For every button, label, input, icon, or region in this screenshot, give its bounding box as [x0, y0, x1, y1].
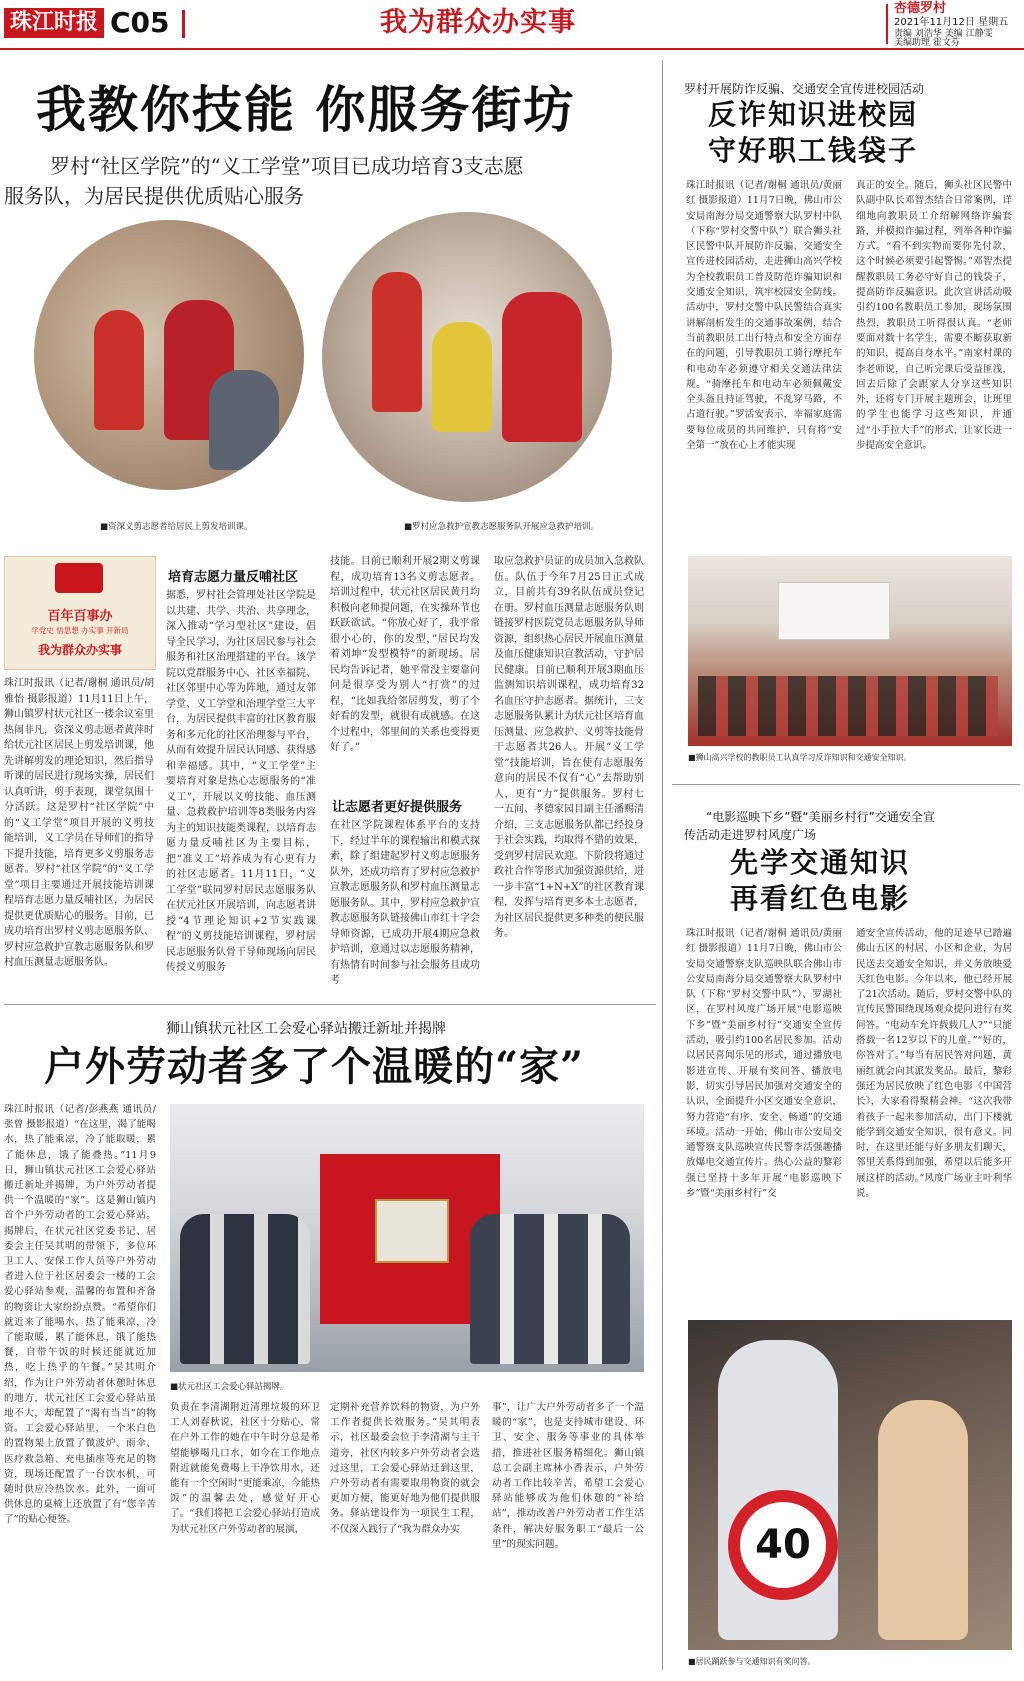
lead-subhead2: 让志愿者更好提供服务: [332, 800, 463, 815]
photo-plaque: [375, 1199, 449, 1263]
badge-line1: 百年百事办: [47, 609, 113, 624]
paper-logo: 珠江时报: [4, 8, 104, 38]
lead-col3b: 在社区学院课程体系平台的支持下，经过半年的课程输出和模式探索，除了组建起罗村义剪志愿服务队外，还成功培育了罗村应急救护宣教志愿服务队和罗村血压测量志愿服务队。其中，罗村应急救护宣教志愿服务队链接佛山市红十字会导师资源，已成功开展4期应急救护培训，意通过以志愿服务精神，有热情有时间参与社会服务且成功考: [330, 820, 480, 986]
horizontal-rule-lead: [4, 1004, 656, 1005]
editor-line: 责编 刘浩华 美编 江静雯: [894, 29, 993, 39]
traffic-photo: [688, 1320, 1012, 1650]
centenary-badge: [4, 556, 156, 670]
masthead-divider: [182, 10, 185, 38]
workers-col3: 定期补充营养饮料的物资，为户外工作者提供长效服务。”吴其明表示，社区最委会位于李清湖与主干道旁，社区内较多户外劳动者会选过这里，工会爱心驿站迁到这里，户外劳动者有需要取用物资的就会更加方便，能更好地为他们提供服务。驿站建设作为一项民生工程，不仅深入践行了“我为群众办实: [330, 1402, 480, 1535]
traffic-caption: ■居民踊跃参与交通知识有奖问答。: [688, 1657, 816, 1666]
traffic-title-line1: 先学交通知识: [730, 846, 911, 879]
masthead: [0, 0, 1024, 50]
date-line: 2021年11月12日 星期五: [894, 17, 1009, 28]
workers-caption: ■状元社区工会爱心驿站揭牌。: [170, 1382, 289, 1392]
traffic-kicker-line2: 传活动走进罗村风度广场: [684, 828, 817, 842]
badge-line2: 学党史 悟思想 办实事 开新局: [31, 626, 129, 635]
lead-photo2-caption: ■罗村应急救护宣教志愿服务队开展应急救护培训。: [404, 522, 600, 532]
photo-standing-figure: [372, 272, 422, 412]
lead-photo1-caption: ■资深义剪志愿者给居民上剪发培训课。: [100, 522, 253, 532]
workers-kicker: 狮山镇状元社区工会爱心驿站搬迁新址并揭牌: [166, 1021, 446, 1037]
lead-deck-line2: 服务队，为居民提供优质贴心服务: [4, 184, 304, 208]
antifraud-title-line2: 守好职工钱袋子: [708, 134, 919, 167]
photo-screen: [778, 582, 890, 640]
antifraud-photo: [688, 556, 1012, 746]
antifraud-col2: 真正的安全。随后，狮头社区民警中队副中队长邓智杰结合日常案例，详细地向教职员工介绍解网络诈骗套路，并模拟诈骗过程，列举各种诈骗方式。“看不到实物而要你先付款，这个时候必须要引起警惕。”邓智杰提醒教职员工务必守好自己的钱袋子，提高防诈反骗意识。此次宣讲活动吸引约100名教职员工参加，现场氛围热烈，教职员工听得很认真。“老师要面对数十名学生，需要不断获取新的知识，提高自身水平。”南家村课的李老师说，自己听完课后受益匪浅，回去后除了会跟家人分享这些知识外，还将专门开展主题班会，让班里的学生也能学习这些知识，并通过“小手拉大手”的形式，让家长进一步提高安全意识。: [856, 180, 1012, 452]
workers-col2: 负责在李清湖附近清理垃圾的环卫工人刘春秋说，社区十分贴心，常在户外工作的她在中午时分总是希望能够喝几口水，如今在工作地点附近就能免费喝上干净饮用水，还能有一个空闲时“更能乘凉，今能热饭”的温馨去处，感觉好开心了。“我们将把工会爱心驿站打造成为状元社区户外劳动者的展演，: [170, 1402, 320, 1535]
lead-subhead1: 培育志愿力量反哺社区: [168, 570, 299, 585]
edition-name: 杏德罗村: [894, 1, 947, 16]
lead-col1: 珠江时报讯（记者/谢桐 通讯员/胡雅怡 摄影报道）11月11日上午，狮山镇罗村状元社区一楼余议室里热闹非凡，资深义剪志愿者黄萍时给状元社区居民上剪发培训课，他先讲解剪发的理论知识，然后指导听课的居民进行现场实操，居民们认真听讲，剪手表现，课堂氛围十分活跃。这是罗村“社区学院”中的“义工学堂”项目开展的义剪技能培训，义工学员在导师们的指导下提升技能，培育更多义剪服务志愿者。罗村“社区学院”的“义工学堂”项目主要通过开展技能培训课程培育志愿力量反哺社区，为居民提供更优质贴心的服务。目前，已成功培育出罗村义剪志愿服务队、罗村应急救护宣教志愿服务队和罗村血压测量志愿服务队。: [4, 678, 154, 968]
photo-trainee-figure: [432, 322, 492, 432]
badge-line3: 我为群众办实事: [37, 643, 122, 657]
traffic-col1: 珠江时报讯（记者/谢桐 通讯员/黄丽红 摄影报道）11月7日晚，佛山市公安局交通警察支队巡映队联合佛山市公安局南海分局交通警察大队罗村中队（下称“罗村交警中队”）、罗湖社区，在罗村风度广场开展“电影巡映下乡”暨“美丽乡村行”交通安全宣传活动，吸引约100名居民参加。活动以居民喜闻乐见的形式，通过播放电影进宣传、开展有奖问答、播放电影，切实引导居民加强对交通安全的认识，全面提升小区交通安全意识，努力营造“有序、安全、畅通”的交通环境。活动一开始，佛山市公安局交通警察支队巡映宣传民警李活强趣播放爆电交通宣传片。热心公益的黎彩强已坚持十多年开展“电影巡映下乡”暨“美丽乡村行”交: [686, 928, 842, 1200]
traffic-col2: 通安全宣传活动，他的足迹早已踏遍佛山五区的村居、小区和企业，为居民送去交通安全知识，并义务放映爱天红色电影。今年以来，他已经开展了21次活动。随后，罗村交警中队的宣传民警围绕现场观众提问进行有奖问答。“电动车允许载载几人?”“只能搭载一名12岁以下的儿童。”“好的，你答对了。”每当有居民答对问题，黄丽红就会向其派发奖品。最后，黎彩强还为居民放映了红色电影《中国营长》，大家看得聚精会神。“这次我带着孩子一起来参加活动，出门下楼就能学到交通安全知识，很有意义。同时，在这里还能与好多朋友们聊天，邻里关系得到加强，希望以后能多开展这样的活动。”风度广场业主叶利华说。: [856, 928, 1012, 1200]
assistant-line: 美编助理 霍文芬: [894, 38, 960, 48]
horizontal-rule-right: [672, 784, 1020, 785]
badge-emblem: [55, 563, 103, 593]
section-title: 我为群众办实事: [380, 7, 576, 38]
antifraud-kicker: 罗村开展防诈反骗、交通安全宣传进校园活动: [684, 82, 925, 96]
lead-col3: 技能。目前已顺利开展2期义剪课程，成功培育13名义剪志愿者。培训过程中，状元社区居民黄月均积极向老师提问题，在实操环节也跃跃欲试。“你放心好了，我平常很小心的，你的发型，”居民均发着刘坤“发型模特”的新现场。居民均告诉记者，她平常没主要靠问问是很享受为别人“打赏”的过程，“比如我给邻居剪发，剪了个好看的发型，就很有成就感。在这个过程中，邻里间的关系也变得更好了。”: [330, 556, 480, 753]
traffic-kicker-line1: “电影巡映下乡”暨“美丽乡村行”交通安全宣: [706, 810, 935, 824]
photo-people-right: [470, 1214, 630, 1364]
workers-col4: 事”，让广大户外劳动者多了一个温暖的“家”，也是支持城市建设、环卫、安全、服务等事业的具体举措，推进社区服务精细化。狮山镇总工会副主席林小香表示，户外劳动者工作比较辛苦，希望工会爱心驿站能够成为他们休憩的“补给站”，推动改善户外劳动者工作生活条件，解决好服务职工“最后一公里”的现实问题。: [492, 1402, 644, 1550]
lead-photo-firstaid: [322, 212, 612, 502]
antifraud-title-line1: 反诈知识进校园: [708, 98, 919, 131]
traffic-title-line2: 再看红色电影: [730, 882, 911, 915]
antifraud-col1: 珠江时报讯（记者/谢桐 通讯员/黄丽红 摄影报道）11月7日晚，佛山市公安局南海分局交通警察大队罗村中队（下称“罗村交警中队”）联合狮头社区民警中队开展防诈反骗、交通安全宣传进校园活动，走进狮山高兴学校为全校教职员工普及防范诈骗知识和交通安全知识，筑牢校园安全防线。活动中，罗村交警中队民警结合真实讲解剖析发生的交通事故案例，结合当前教职员工出行特点和安全方面存在的问题，引导教职员工骑行摩托车和电动车必须遵守相关交通法律法规。“骑摩托车和电动车必须佩戴安全头盔且持证驾驶，不乱穿马路，不占道行驶。”罗活安表示，幸福家庭需要每位成员的共同维护，只有将“安全第一”放在心上才能实现: [686, 180, 842, 452]
photo-audience-row: [698, 676, 998, 736]
photo-seated-figure: [209, 370, 279, 470]
workers-col1: 珠江时报讯（记者/彭燕燕 通讯员/张曾 摄影报道）“在这里，渴了能喝水，热了能乘凉，冷了能取暖，累了能休息，饿了能叠热。”11月9日，狮山镇状元社区工会爱心驿站搬迁新址并揭牌，为户外劳动者提供一个温暖的“家”。这是狮山镇内首个户外劳动者的工会爱心驿站。揭牌后，在状元社区党委书记、居委会主任吴其明的带领下，多位环卫工人、安保工作人员等户外劳动者进入位于社区居委会一楼的工会爱心驿站参观，温馨的布置和齐备的物资让大家纷纷点赞。“希望你们就近来了能喝水，热了能乘凉，冷了能取暖，累了能休息，饿了能热餐，自带午饭的时候还能就近加热，吃上热乎的午餐。”吴其明介绍，作为让户外劳动者休憩时休息的地方，状元社区工会爱心驿站虽地不大，却配置了“渴有当当”的物资。工会爱心驿站里，一个米白色的置物架上放置了微波炉、雨伞、医疗救急箱、充电插座等充足的物资，现场还配置了一台饮水机，可随时供应冷热饮水。此外，一面可供休息的桌椅上还放置了有“您辛苦了”的贴心便签。: [4, 1104, 156, 1526]
page-number: C05: [110, 6, 170, 39]
lead-col2: 据悉，罗村社会管理处社区学院是以共建、共学、共治、共享理念，深入推动“学习型社区”建设，倡导全民学习，为社区居民参与社会服务和社区治理搭建的平台。该学院以党群服务中心、社区幸福院、社区邻里中心等为阵地，通过友邻学堂、义工学堂和治理学堂三大平台，为居民提供丰富的社区教育服务和多元化的社区治理参与平台，从而有效提升居民认同感、获得感和幸福感。其中，“义工学堂”主要培育对象是热心志愿服务的“准义工”，开展以义剪技能、血压测量、急救救护培训等8类服务内容为主的知识技能类课程，以培育志愿力量反哺社区为主要目标，把“准义工”培养成为有心更有力的社区志愿者。11月11日，“义工学堂”联同罗村居民志愿服务队在状元社区开展培训，向志愿者讲授“4节理论知识+2节实践课程”的义剪技能培训课程，罗村居民志愿服务队骨干导师现场向居民传授义剪服务: [166, 590, 316, 973]
lead-col4: 取应急救护员证的成员加入急救队伍。队伍于今年7月25日正式成立，目前共有39名队伍成员登记在册。罗村血压测量志愿服务队则链接罗村医院党员志愿服务队导师资源，组织热心居民开展血压测量及血压健康知识宣教活动，守护居民健康。目前已顺利开展3期血压监测知识培训课程，成功培育32名血压守护志愿者。据统计，三支志愿服务队累计为状元社区培育血压测量、应急救护、义剪等技能骨干志愿者共26人。开展“义工学堂”技能培训，旨在使有志愿服务意向的居民不仅有“心”去帮助别人，更有“力”提供服务。罗村七一五间、孝德家园目副主任潘赐清介绍，三支志愿服务队都已经投身于社会实践，均取得不错的效果，受到罗村居民欢迎。下阶段将通过政社合作等形式加强资源供给，进一步丰富“1+N+X”的社区教育课程，发挥与培育更多本土志愿者，为社区居民提供更多种类的便民服务。: [494, 556, 644, 939]
photo-people-left: [180, 1214, 310, 1364]
vertical-rule-right: [662, 60, 663, 1670]
photo-trainer-figure: [502, 292, 582, 442]
workers-photo: [170, 1104, 644, 1372]
workers-title: 户外劳动者多了个温暖的“家”: [44, 1043, 585, 1090]
photo-left-figure: [94, 310, 144, 430]
lead-deck-line1: 罗村“社区学院”的“义工学堂”项目已成功培育3支志愿: [50, 154, 524, 178]
speed-sign-icon: 40: [728, 1490, 838, 1600]
photo-child-figure: [878, 1400, 968, 1640]
masthead-right-divider: [886, 4, 888, 44]
antifraud-caption: ■狮山高兴学校的教职员工认真学习反诈知识和交通安全知识。: [688, 753, 912, 762]
lead-photo-haircut: [34, 220, 304, 490]
lead-title: 我教你技能 你服务街坊: [36, 80, 576, 139]
